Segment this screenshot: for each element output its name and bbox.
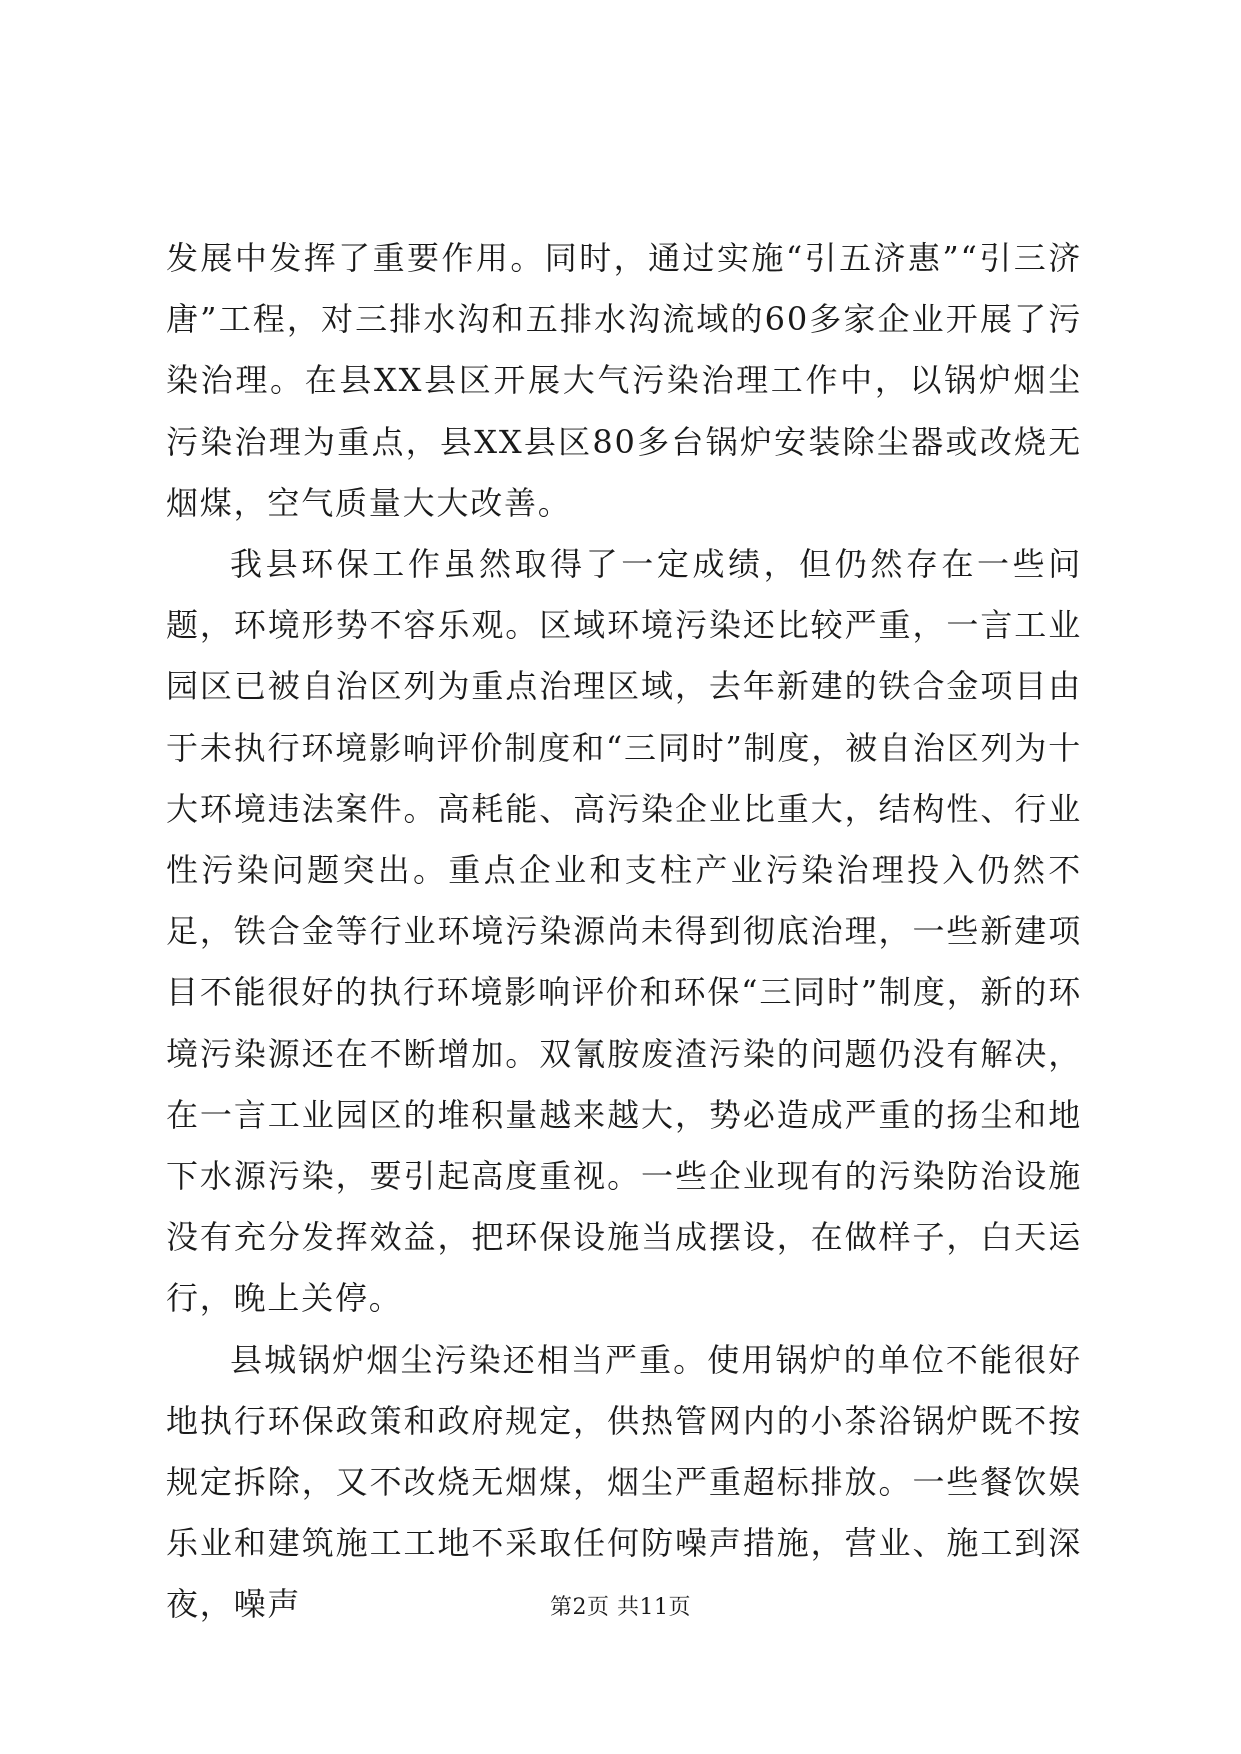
paragraph-1: 发展中发挥了重要作用。同时，通过实施“引五济惠”“引三济唐”工程，对三排水沟和五排水沟流域的60多家企业开展了污染治理。在县XX县区开展大气污染治理工作中，以锅炉烟尘污染治理为重点，县XX县区80多台锅炉安装除尘器或改烧无烟煤，空气质量大大改善。 [166, 239, 1082, 522]
page-number-label: 第2页 共11页 [550, 1595, 691, 1620]
page-footer [0, 1593, 1241, 1623]
body-text [166, 228, 1082, 1636]
paragraph-2: 我县环保工作虽然取得了一定成绩，但仍然存在一些问题，环境形势不容乐观。区域环境污染还比较严重，一言工业园区已被自治区列为重点治理区域，去年新建的铁合金项目由于未执行环境影响评价制度和“三同时”制度，被自治区列为十大环境违法案件。高耗能、高污染企业比重大，结构性、行业性污染问题突出。重点企业和支柱产业污染治理投入仍然不足，铁合金等行业环境污染源尚未得到彻底治理，一些新建项目不能很好的执行环境影响评价和环保“三同时”制度，新的环境污染源还在不断增加。双氰胺废渣污染的问题仍没有解决，在一言工业园区的堆积量越来越大，势必造成严重的扬尘和地下水源污染，要引起高度重视。一些企业现有的污染防治设施没有充分发挥效益，把环保设施当成摆设，在做样子，白天运行，晚上关停。 [166, 545, 1082, 1318]
paragraph-3: 县城锅炉烟尘污染还相当严重。使用锅炉的单位不能很好地执行环保政策和政府规定，供热管网内的小茶浴锅炉既不按规定拆除，又不改烧无烟煤，烟尘严重超标排放。一些餐饮娱乐业和建筑施工工地不采取任何防噪声措施，营业、施工到深夜，噪声 [166, 1340, 1082, 1624]
